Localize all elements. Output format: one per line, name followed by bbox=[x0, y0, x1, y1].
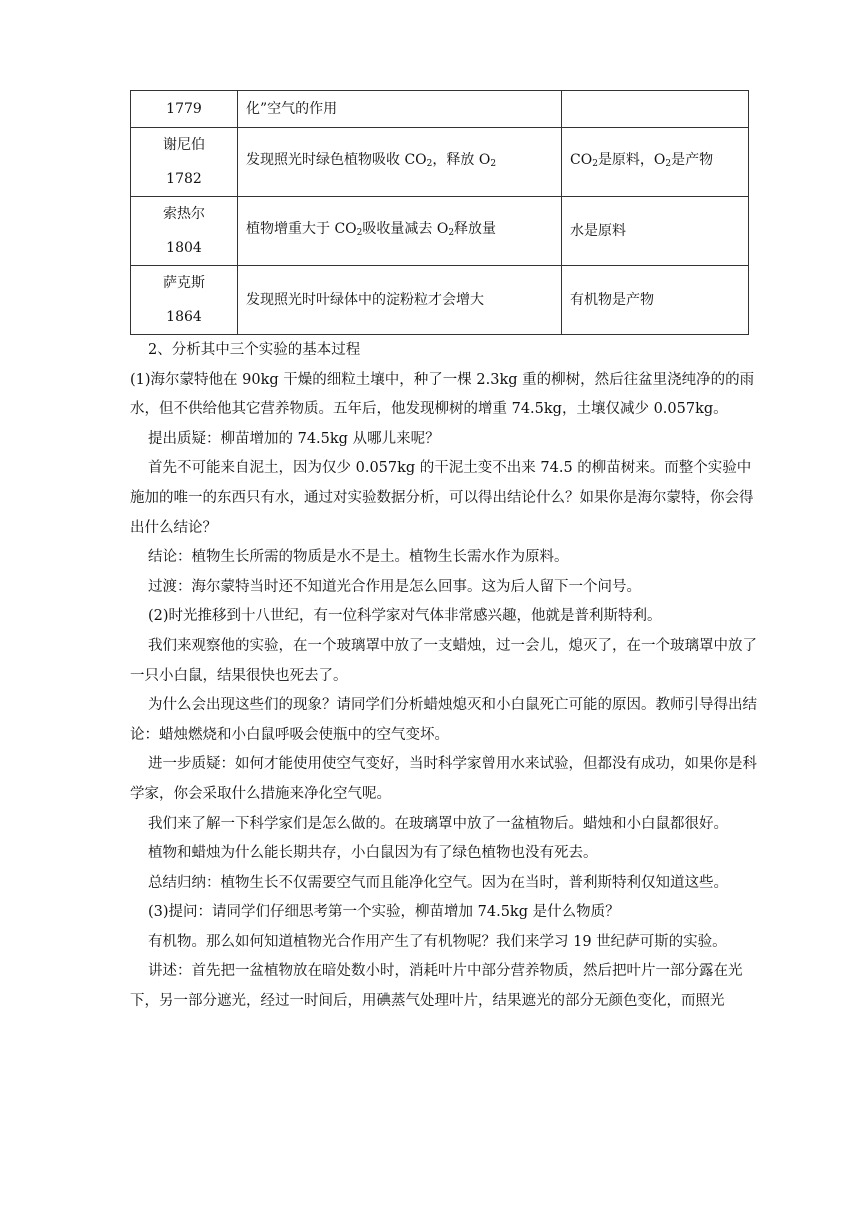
scientist-cell bbox=[131, 266, 238, 335]
body-text bbox=[130, 336, 765, 1017]
history-table bbox=[130, 90, 749, 335]
table-row bbox=[131, 91, 749, 128]
paragraph: 我们来了解一下科学家们是怎么做的。在玻璃罩中放了一盆植物后。蜡烛和小白鼠都很好。 bbox=[148, 815, 728, 832]
year: 1804 bbox=[166, 240, 202, 256]
paragraph: (3)提问：请同学们仔细思考第一个实验，柳苗增加 74.5kg 是什么物质？ bbox=[148, 904, 620, 921]
year: 1782 bbox=[166, 171, 202, 187]
paragraph: 有机物。那么如何知道植物光合作用产生了有机物呢？我们来学习 19 世纪萨可斯的实验。 bbox=[148, 933, 727, 950]
scientist-name: 索热尔 bbox=[163, 206, 205, 222]
year: 1864 bbox=[166, 309, 202, 325]
paragraph: 提出质疑：柳苗增加的 74.5kg 从哪儿来呢？ bbox=[148, 430, 440, 447]
paragraph: 总结归纳：植物生长不仅需要空气而且能净化空气。因为在当时，普利斯特利仅知道这些。 bbox=[148, 874, 728, 891]
paragraph: (1)海尔蒙特他在 90kg 干燥的细粒土壤中，种了一棵 2.3kg 重的柳树，然后往盆里浇纯净的的雨水，但不供给他其它营养物质。五年后，他发现柳树的增重 74.5kg，土壤仅减少 0.057kg。 bbox=[130, 371, 755, 418]
paragraph: 结论：植物生长所需的物质是水不是土。植物生长需水作为原料。 bbox=[148, 549, 569, 566]
paragraph: 首先不可能来自泥土，因为仅少 0.057kg 的干泥土变不出来 74.5 的柳苗树来。而整个实验中施加的唯一的东西只有水，通过对实验数据分析，可以得出结论什么？如果你是海尔蒙特，你会得出什么结论？ bbox=[130, 460, 754, 536]
conclusion-cell bbox=[562, 91, 749, 128]
finding-cell: 化”空气的作用 bbox=[238, 91, 562, 128]
finding-cell: 植物增重大于 $CO_2$吸收量减去 $O_2$释放量 bbox=[238, 197, 562, 266]
scientist-cell bbox=[131, 91, 238, 128]
paragraph: 为什么会出现这些们的现象？请同学们分析蜡烛熄灭和小白鼠死亡可能的原因。教师引导得出结论：蜡烛燃烧和小白鼠呼吸会使瓶中的空气变坏。 bbox=[130, 697, 757, 743]
paragraph: 我们来观察他的实验，在一个玻璃罩中放了一支蜡烛，过一会儿，熄灭了，在一个玻璃罩中放了一只小白鼠，结果很快也死去了。 bbox=[130, 637, 757, 684]
scientist-name: 谢尼伯 bbox=[163, 137, 205, 153]
conclusion-cell: 水是原料 bbox=[562, 197, 749, 266]
scientist-name: 萨克斯 bbox=[163, 275, 205, 291]
year: 1779 bbox=[166, 101, 202, 117]
section-heading: 2、分析其中三个实验的基本过程 bbox=[148, 342, 361, 358]
paragraph: 植物和蜡烛为什么能长期共存，小白鼠因为有了绿色植物也没有死去。 bbox=[148, 845, 598, 862]
paragraph: (2)时光推移到十八世纪，有一位科学家对气体非常感兴趣，他就是普利斯特利。 bbox=[148, 608, 662, 625]
paragraph: 过渡：海尔蒙特当时还不知道光合作用是怎么回事。这为后人留下一个问号。 bbox=[148, 578, 641, 595]
table-row bbox=[131, 128, 749, 197]
conclusion-cell: $CO_2$是原料，$O_2$是产物 bbox=[562, 128, 749, 197]
table-row bbox=[131, 197, 749, 266]
finding-cell: 发现照光时绿色植物吸收 $CO_2$，释放 $O_2$ bbox=[238, 128, 562, 197]
paragraph: 讲述：首先把一盆植物放在暗处数小时，消耗叶片中部分营养物质，然后把叶片一部分露在光下，另一部分遮光，经过一时间后，用碘蒸气处理叶片，结果遮光的部分无颜色变化，而照光 bbox=[130, 963, 743, 1010]
conclusion-cell: 有机物是产物 bbox=[562, 266, 749, 335]
table-row bbox=[131, 266, 749, 335]
scientist-cell bbox=[131, 197, 238, 266]
finding-cell: 发现照光时叶绿体中的淀粉粒才会增大 bbox=[238, 266, 562, 335]
scientist-cell bbox=[131, 128, 238, 197]
paragraph: 进一步质疑：如何才能使用使空气变好，当时科学家曾用水来试验，但都没有成功，如果你是科学家，你会采取什么措施来净化空气呢。 bbox=[130, 756, 757, 802]
